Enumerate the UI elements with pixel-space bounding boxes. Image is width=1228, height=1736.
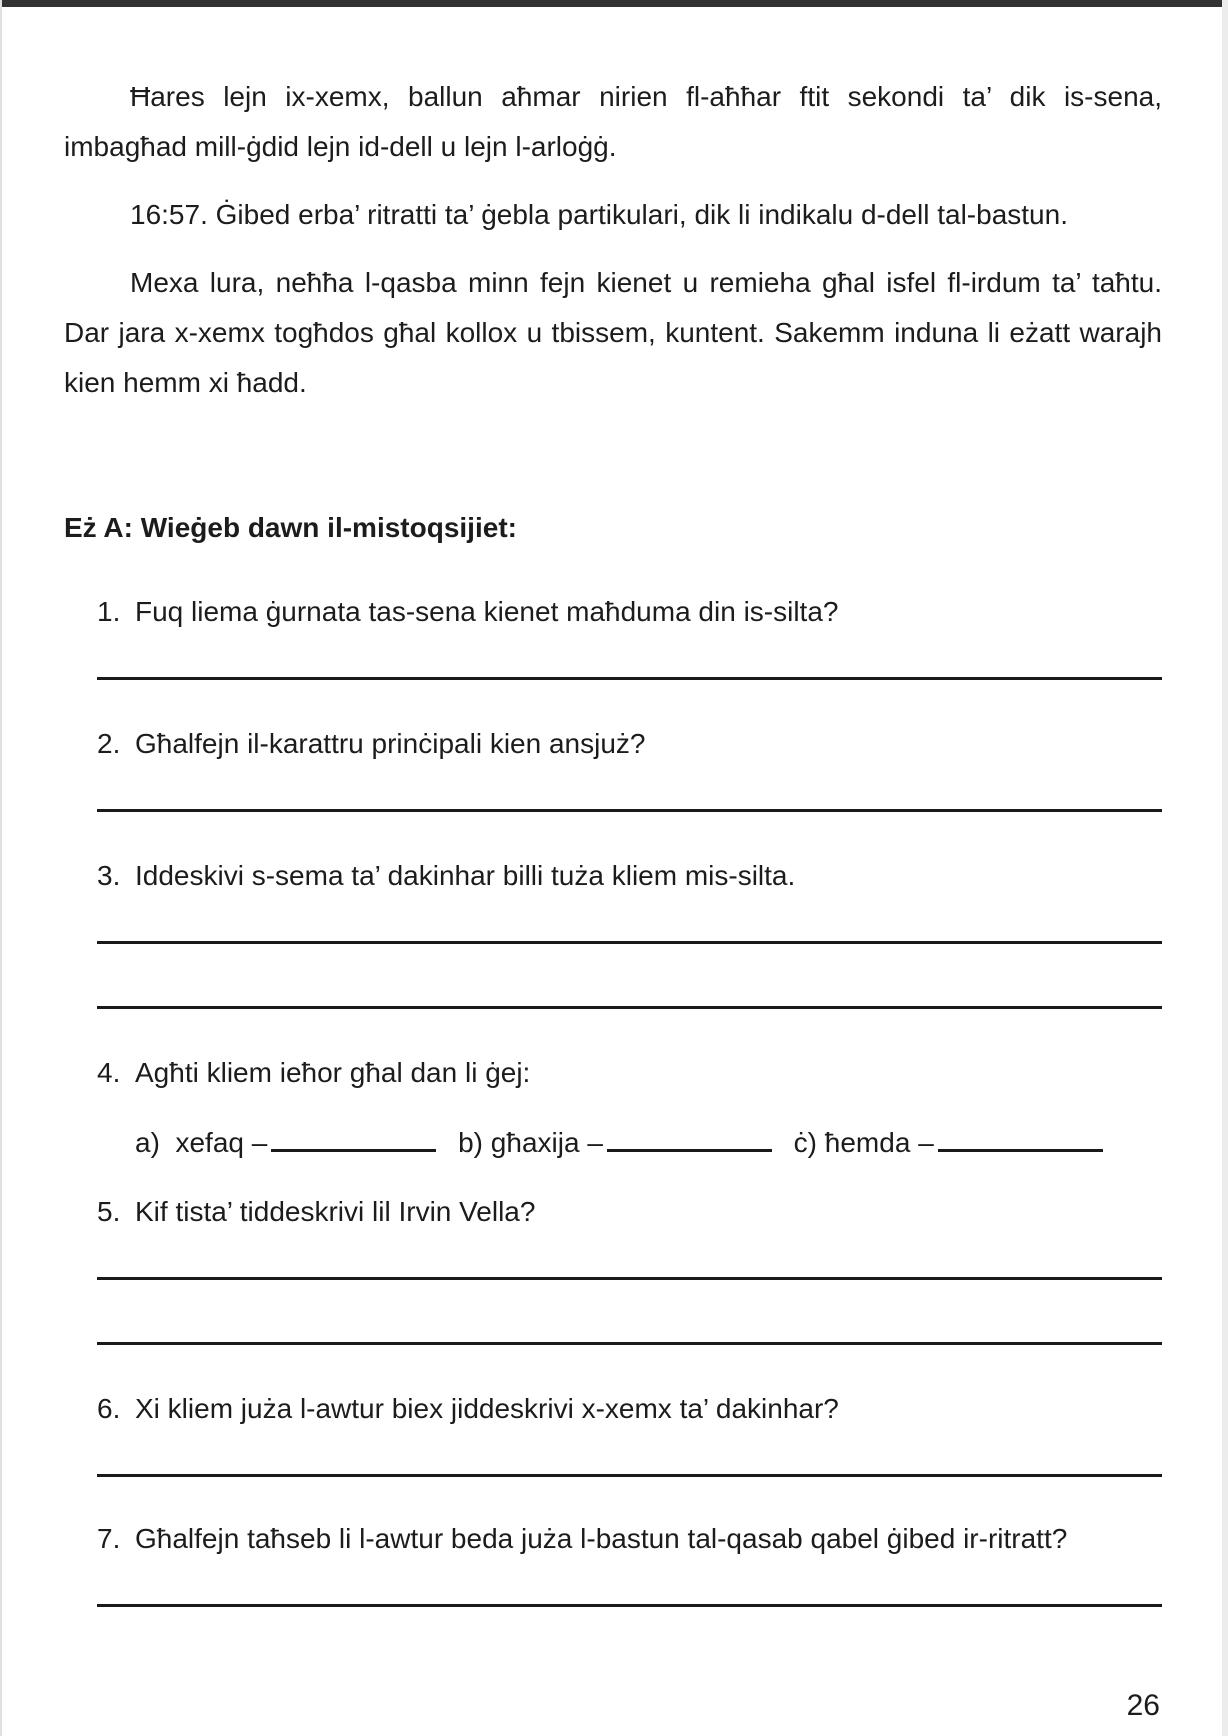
question-text: Għalfejn taħseb li l-awtur beda juża l-bastun tal-qasab qabel ġibed ir-ritratt? — [135, 1523, 1068, 1554]
fill-in-dash: – — [587, 1127, 603, 1158]
fill-blank — [607, 1119, 772, 1152]
question-item — [97, 1053, 1162, 1093]
fill-in-dash: – — [918, 1127, 934, 1158]
passage-paragraph: 16:57. Ġibed erba’ ritratti ta’ ġebla partikulari, dik li indikalu d-dell tal-bastun. — [130, 199, 1068, 230]
question-text: Kif tista’ tiddeskrivi lil Irvin Vella? — [135, 1196, 536, 1227]
question-text: Fuq liema ġurnata tas-sena kienet maħduma din is-silta? — [135, 596, 839, 627]
fill-in-item — [794, 1127, 1103, 1158]
page-content — [2, 0, 1222, 1723]
fill-blank — [938, 1119, 1103, 1152]
question-text: Għalfejn il-karattru prinċipali kien ansjuż? — [135, 728, 646, 759]
fill-blank — [271, 1119, 436, 1152]
question-number: 2. — [97, 728, 121, 759]
fill-in-word: ħemda — [824, 1127, 911, 1158]
question-item — [97, 1519, 1162, 1559]
answer-line — [97, 941, 1162, 944]
question-item — [97, 1192, 1162, 1232]
question-text: Iddeskivi s-sema ta’ dakinhar billi tuża kliem mis-silta. — [135, 860, 796, 891]
page-top-border — [2, 0, 1222, 7]
exercise-heading: Eż A: Wieġeb dawn il-mistoqsijiet: — [64, 512, 517, 543]
question-number: 6. — [97, 1393, 121, 1424]
reading-passage — [64, 72, 1162, 408]
passage-paragraph: Mexa lura, neħħa l-qasba minn fejn kienet u remieha għal isfel fl-irdum ta’ taħtu. Dar jara x-xemx togħdos għal kollox u tbissem, kuntent. Sakemm induna li eżatt warajh kien hemm xi ħadd. — [64, 267, 1162, 398]
passage-paragraph: Ħares lejn ix-xemx, ballun aħmar nirien fl-aħħar ftit sekondi ta’ dik is-sena, imbagħad mill-ġdid lejn id-dell u lejn l-arloġġ. — [64, 81, 1162, 162]
question-text: Agħti kliem ieħor għal dan li ġej: — [135, 1057, 531, 1088]
question-item — [97, 724, 1162, 764]
answer-line — [97, 1006, 1162, 1009]
fill-in-label: ċ) — [793, 1127, 817, 1158]
answer-line — [97, 677, 1162, 680]
fill-in-item — [135, 1127, 436, 1158]
page-number: 26 — [1126, 1689, 1160, 1722]
fill-in-label: a) — [135, 1127, 160, 1158]
question-number: 1. — [97, 596, 121, 627]
question-number: 5. — [97, 1196, 121, 1227]
question-item — [97, 1389, 1162, 1429]
answer-line — [97, 1604, 1162, 1607]
answer-line — [97, 809, 1162, 812]
fill-in-dash: – — [251, 1127, 268, 1158]
fill-in-item — [458, 1127, 772, 1158]
fill-in-word: xefaq — [175, 1127, 244, 1158]
question-number: 3. — [97, 860, 121, 891]
fill-in-label: b) — [458, 1127, 484, 1158]
question-item — [97, 592, 1162, 632]
answer-line — [97, 1277, 1162, 1280]
fill-in-row — [135, 1119, 1162, 1164]
fill-in-word: għaxija — [490, 1127, 580, 1158]
answer-line — [97, 1342, 1162, 1345]
question-number: 7. — [97, 1523, 121, 1554]
question-item — [97, 856, 1162, 896]
answer-line — [97, 1474, 1162, 1477]
question-number: 4. — [97, 1057, 121, 1088]
question-text: Xi kliem juża l-awtur biex jiddeskrivi x-xemx ta’ dakinhar? — [135, 1393, 839, 1424]
